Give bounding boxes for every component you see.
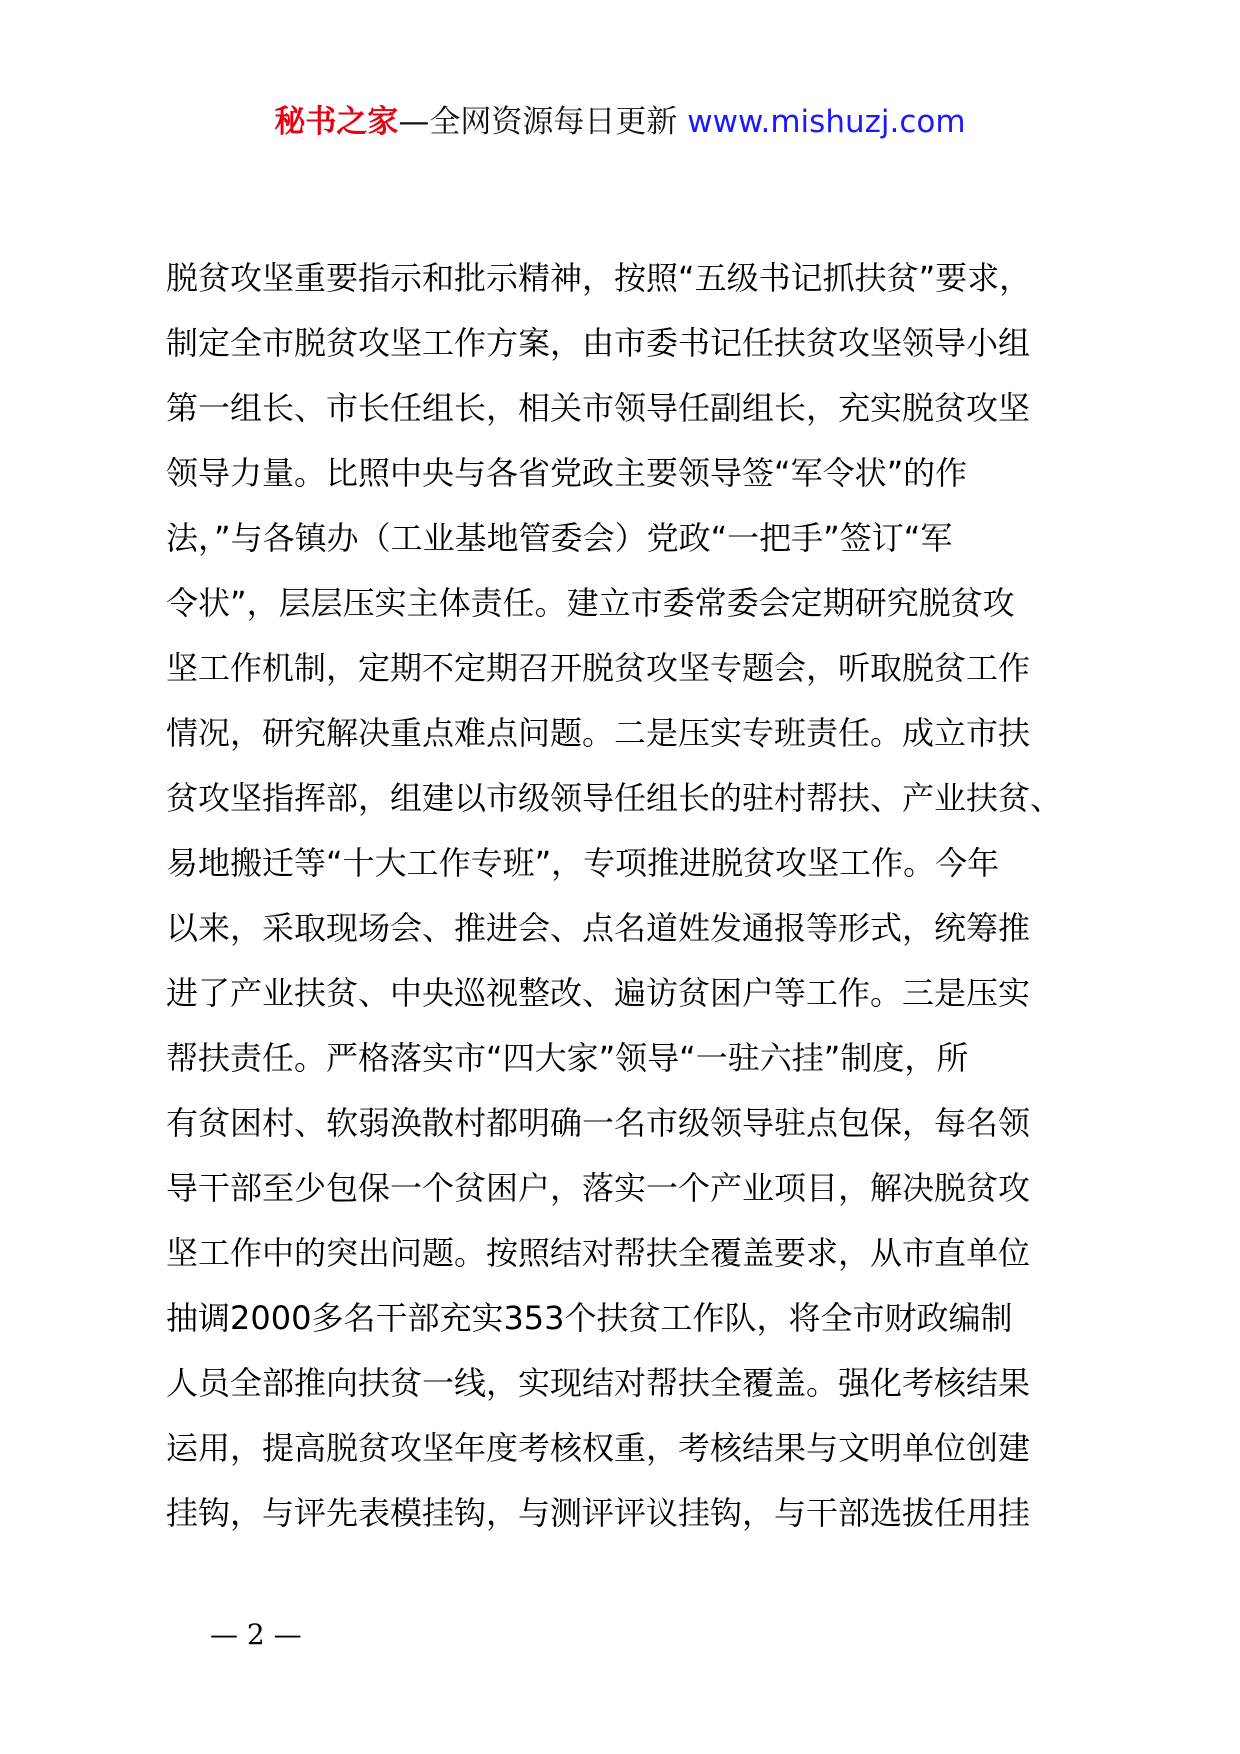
body-line: 进了产业扶贫、中央巡视整改、遍访贫困户等工作。三是压实 xyxy=(166,974,1031,1012)
brand-name: 秘书之家 xyxy=(274,104,399,140)
page-number: — 2 — xyxy=(210,1618,302,1651)
body-line: 法，”与各镇办（工业基地管委会）党政“一把手”签订“军 xyxy=(166,519,953,557)
body-line: 帮扶责任。严格落实市“四大家”领导“一驻六挂”制度，所 xyxy=(166,1039,969,1077)
body-line: 易地搬迁等“十大工作专班”，专项推进脱贫攻坚工作。今年 xyxy=(166,844,1000,882)
site-url-link[interactable]: www.mishuzj.com xyxy=(687,104,966,140)
body-line: 情况，研究解决重点难点问题。二是压实专班责任。成立市扶 xyxy=(166,714,1031,752)
body-line: 坚工作机制，定期不定期召开脱贫攻坚专题会，听取脱贫工作 xyxy=(166,649,1031,687)
body-line: 挂钩，与评先表模挂钩，与测评评议挂钩，与干部选拔任用挂 xyxy=(166,1494,1031,1532)
body-line: 导干部至少包保一个贫困户，落实一个产业项目，解决脱贫攻 xyxy=(166,1169,1031,1207)
body-line: 领导力量。比照中央与各省党政主要领导签“军令状”的作 xyxy=(166,454,968,492)
body-line: 运用，提高脱贫攻坚年度考核权重，考核结果与文明单位创建 xyxy=(166,1429,1031,1467)
body-line: 以来，采取现场会、推进会、点名道姓发通报等形式，统筹推 xyxy=(166,909,1031,947)
site-header xyxy=(0,102,1240,142)
document-body xyxy=(166,246,1116,1546)
body-line: 第一组长、市长任组长，相关市领导任副组长，充实脱贫攻坚 xyxy=(166,389,1031,427)
body-line: 制定全市脱贫攻坚工作方案，由市委书记任扶贫攻坚领导小组 xyxy=(166,324,1031,362)
body-line: 脱贫攻坚重要指示和批示精神，按照“五级书记抓扶贫”要求， xyxy=(166,259,1032,297)
body-line: 有贫困村、软弱涣散村都明确一名市级领导驻点包保，每名领 xyxy=(166,1104,1031,1142)
body-line: 坚工作中的突出问题。按照结对帮扶全覆盖要求，从市直单位 xyxy=(166,1234,1031,1272)
body-line: 贫攻坚指挥部，组建以市级领导任组长的驻村帮扶、产业扶贫、 xyxy=(166,779,1063,817)
body-line: 令状”，层层压实主体责任。建立市委常委会定期研究脱贫攻 xyxy=(166,584,1015,622)
body-line: 抽调2000多名干部充实353个扶贫工作队，将全市财政编制 xyxy=(166,1299,1013,1337)
body-line: 人员全部推向扶贫一线，实现结对帮扶全覆盖。强化考核结果 xyxy=(166,1364,1031,1402)
header-slogan: —全网资源每日更新 xyxy=(398,104,678,140)
